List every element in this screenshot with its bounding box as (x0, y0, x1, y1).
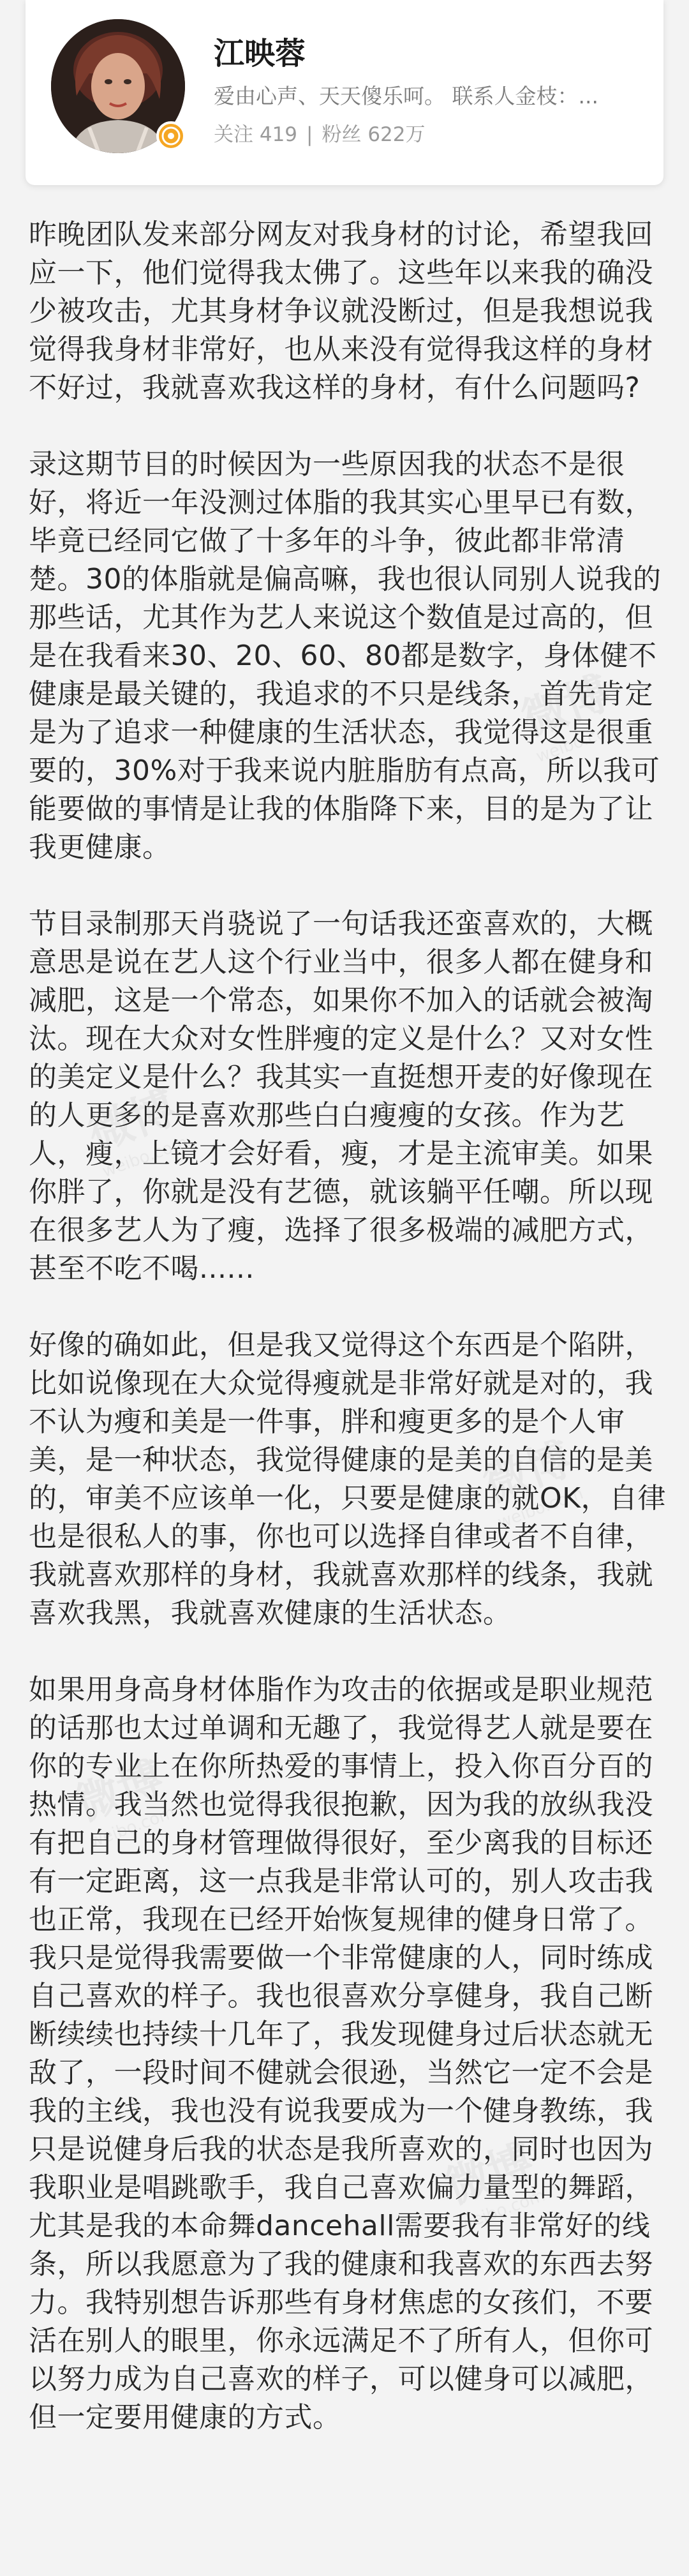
profile-bio: 爱由心声、天天傻乐呵。 联系人金枝：... (214, 84, 598, 109)
profile-card[interactable] (26, 0, 663, 185)
post-paragraph: 节目录制那天肖骁说了一句话我还蛮喜欢的，大概意思是说在艺人这个行业当中，很多人都在健身和减肥，这是一个常态，如果你不加入的话就会被淘汰。现在大众对女性胖瘦的定义是什么？又对女性的美定义是什么？我其实一直挺想开麦的好像现在的人更多的是喜欢那些白白瘦瘦的女孩。作为艺人，瘦，上镜才会好看，瘦，才是主流审美。如果你胖了，你就是没有艺德，就该躺平任嘲。所以现在很多艺人为了瘦，选择了很多极端的减肥方式，甚至不吃不喝...... (29, 908, 653, 1285)
post-paragraph: 好像的确如此，但是我又觉得这个东西是个陷阱，比如说像现在大众觉得瘦就是非常好就是对的，我不认为瘦和美是一件事，胖和瘦更多的是个人审美，是一种状态，我觉得健康的是美的自信的是美的，审美不应该单一化，只要是健康的就OK，自律也是很私人的事，你也可以选择自律或者不自律，我就喜欢那样的身材，我就喜欢那样的线条，我就喜欢我黑，我就喜欢健康的生活状态。 (29, 1329, 666, 1629)
stat-divider: | (306, 123, 313, 146)
followers-count[interactable]: 粉丝 622万 (322, 123, 426, 146)
post-paragraph: 录这期节目的时候因为一些原因我的状态不是很好，将近一年没测过体脂的我其实心里早已有数，毕竟已经同它做了十多年的斗争，彼此都非常清楚。30的体脂就是偏高嘛，我也很认同别人说我的那些话，尤其作为艺人来说这个数值是过高的，但是在我看来30、20、60、80都是数字，身体健不健康是最关键的，我追求的不只是线条，首先肯定是为了追求一种健康的生活状态，我觉得这是很重要的，30%对于我来说内脏脂肪有点高，所以我可能要做的事情是让我的体脂降下来，目的是为了让我更健康。 (29, 448, 662, 864)
verified-badge-icon (156, 121, 186, 151)
following-count[interactable]: 关注 419 (214, 123, 298, 146)
post-paragraph: 昨晚团队发来部分网友对我身材的讨论，希望我回应一下，他们觉得我太佛了。这些年以来我的确没少被攻击，尤其身材争议就没断过，但是我想说我觉得我身材非常好，也从来没有觉得我这样的身材不好过，我就喜欢我这样的身材，有什么问题吗? (29, 218, 653, 404)
profile-name[interactable]: 江映蓉 (214, 36, 306, 71)
post-paragraph: 如果用身高身材体脂作为攻击的依据或是职业规范的话那也太过单调和无趣了，我觉得艺人就是要在你的专业上在你所热爱的事情上，投入你百分百的热情。我当然也觉得我很抱歉，因为我的放纵我没有把自己的身材管理做得很好，至少离我的目标还有一定距离，这一点我是非常认可的，别人攻击我也正常，我现在已经开始恢复规律的健身日常了。我只是觉得我需要做一个非常健康的人，同时练成自己喜欢的样子。我也很喜欢分享健身，我自己断断续续也持续十几年了，我发现健身过后状态就无敌了，一段时间不健就会很逊，当然它一定不会是我的主线，我也没有说我要成为一个健身教练，我只是说健身后我的状态是我所喜欢的，同时也因为我职业是唱跳歌手，我自己喜欢偏力量型的舞蹈，尤其是我的本命舞dancehall需要我有非常好的线条，所以我愿意为了我的健康和我喜欢的东西去努力。我特别想告诉那些有身材焦虑的女孩们，不要活在别人的眼里，你永远满足不了所有人，但你可以努力成为自己喜欢的样子，可以健身可以减肥，但一定要用健康的方式。 (29, 1674, 653, 2434)
post-body (29, 216, 667, 2475)
profile-stats (214, 118, 426, 147)
